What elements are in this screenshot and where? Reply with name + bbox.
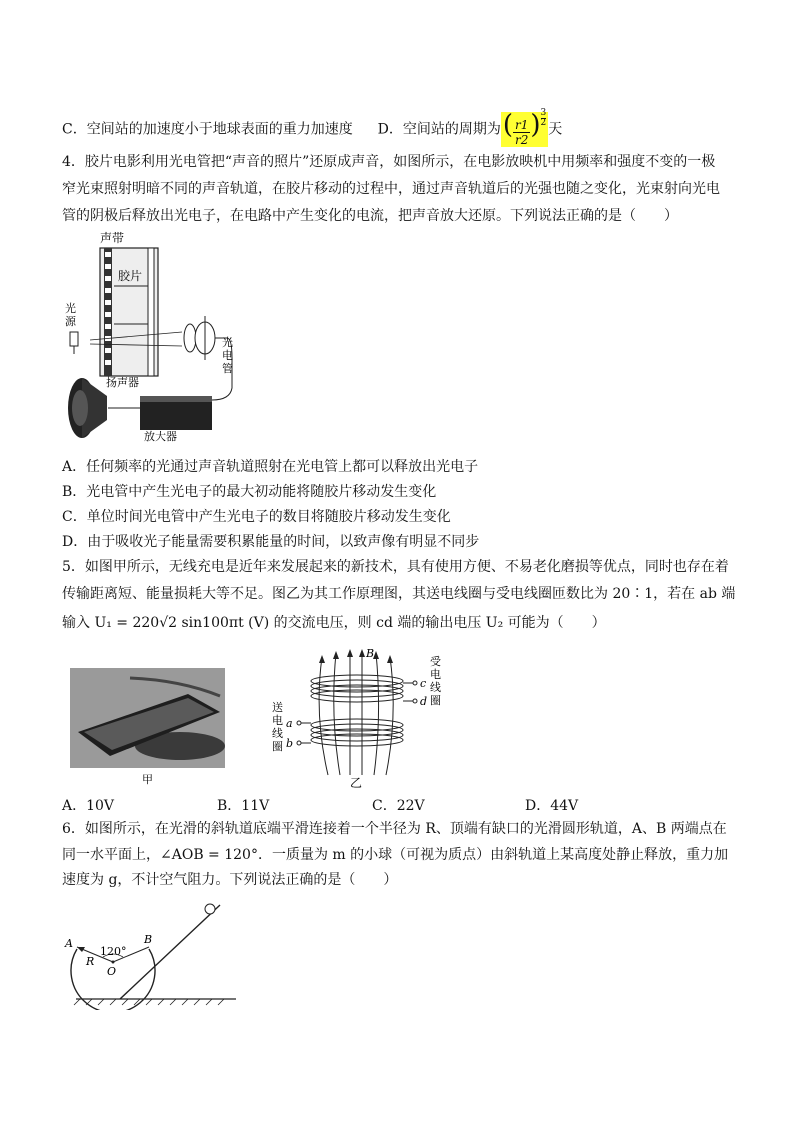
terminal-a: a <box>286 717 293 730</box>
q5-option-b: B．11V <box>217 798 270 814</box>
q3-option-cd-row <box>62 108 563 147</box>
q4-option-d: D．由于吸收光子能量需要积累能量的时间，以致声像有明显不同步 <box>62 534 480 550</box>
q5-option-c: C．22V <box>372 798 425 814</box>
send-coil-label-4: 圈 <box>272 740 283 753</box>
light-source-label-1: 光 <box>65 302 76 315</box>
terminal-c: c <box>420 677 427 690</box>
q5-options-row <box>62 795 762 815</box>
send-coil-label-2: 电 <box>272 714 283 727</box>
phototube-label-2: 电 <box>222 349 233 362</box>
terminal-d: d <box>420 695 428 708</box>
q5-figure-yi-coils <box>270 645 450 790</box>
q5-stem-line3: 输入 U₁ = 220√2 sin100πt (V) 的交流电压，则 cd 端的输出电压 U₂ 可能为（ ） <box>62 615 606 631</box>
q4-option-c: C．单位时间光电管中产生光电子的数目将随胶片移动发生变化 <box>62 509 451 525</box>
q3-option-c: C．空间站的加速度小于地球表面的重力加速度 <box>62 121 353 138</box>
q3-option-d-prefix: D．空间站的周期为 <box>377 121 501 138</box>
q6-track-figure <box>60 895 240 1010</box>
recv-coil-label-2: 电 <box>430 668 441 681</box>
phototube-label-1: 光 <box>222 336 233 349</box>
recv-coil-label-1: 受 <box>430 655 441 668</box>
speaker-label: 扬声器 <box>106 376 139 389</box>
q3-option-d-suffix: 天 <box>548 121 563 138</box>
q5-option-a: A．10V <box>62 798 115 814</box>
q5-stem-line2: 传输距离短、能量损耗大等不足。图乙为其工作原理图，其送电线圈与受电线圈匝数比为 20∶1，若在 ab 端 <box>62 586 736 602</box>
film-label: 胶片 <box>118 269 143 283</box>
period-formula: ( $\frac{r1}{r2}$ ) $\frac{3}{2}$ <box>502 108 547 147</box>
recv-coil-label-3: 线 <box>430 681 441 694</box>
q5-option-d: D．44V <box>525 798 579 814</box>
amplifier-label: 放大器 <box>144 430 177 443</box>
send-coil-label-1: 送 <box>272 701 283 714</box>
q4-stem-line1: 4．胶片电影利用光电管把“声音的照片”还原成声音，如图所示，在电影放映机中用频率和强度不变的一极 <box>62 154 716 170</box>
recv-coil-label-4: 圈 <box>430 694 441 707</box>
send-coil-label-3: 线 <box>272 727 283 740</box>
terminal-b: b <box>286 737 294 750</box>
field-b-label: B <box>366 647 375 660</box>
point-a-label: A <box>65 937 73 950</box>
point-b-label: B <box>144 933 153 946</box>
fig-jia-caption: 甲 <box>142 773 153 786</box>
q6-stem-line2: 同一水平面上，∠AOB = 120°．一质量为 m 的小球（可视为质点）由斜轨道上某高度处静止释放，重力加 <box>62 847 729 863</box>
q4-film-projector-figure <box>62 228 252 443</box>
angle-label: 120° <box>100 945 127 958</box>
light-source-label-2: 源 <box>65 315 76 328</box>
q6-stem-line3: 速度为 g，不计空气阻力。下列说法正确的是（ ） <box>62 872 398 888</box>
q4-option-b: B．光电管中产生光电子的最大初动能将随胶片移动发生变化 <box>62 484 437 500</box>
q5-figure-jia-phone-charger <box>70 668 230 788</box>
q4-stem-line3: 管的阴极后释放出光电子，在电路中产生变化的电流，把声音放大还原。下列说法正确的是（ ） <box>62 208 678 224</box>
q4-stem-line2: 窄光束照射明暗不同的声音轨道，在胶片移动的过程中，通过声音轨道后的光强也随之变化，光束射向光电 <box>62 181 720 197</box>
center-o-label: O <box>107 965 117 978</box>
fig-yi-caption: 乙 <box>350 776 363 790</box>
q5-stem-line1: 5．如图甲所示，无线充电是近年来发展起来的新技术，具有使用方便、不易老化磨损等优点，同时也存在着 <box>62 559 729 575</box>
radius-r-label: R <box>86 955 95 968</box>
q4-option-a: A．任何频率的光通过声音轨道照射在光电管上都可以释放出光电子 <box>62 459 479 475</box>
q6-stem-line1: 6．如图所示，在光滑的斜轨道底端平滑连接着一个半径为 R、顶端有缺口的光滑圆形轨道，A、B 两端点在 <box>62 821 727 837</box>
phototube-label-3: 管 <box>222 362 233 375</box>
sound-track-label: 声带 <box>100 231 125 245</box>
